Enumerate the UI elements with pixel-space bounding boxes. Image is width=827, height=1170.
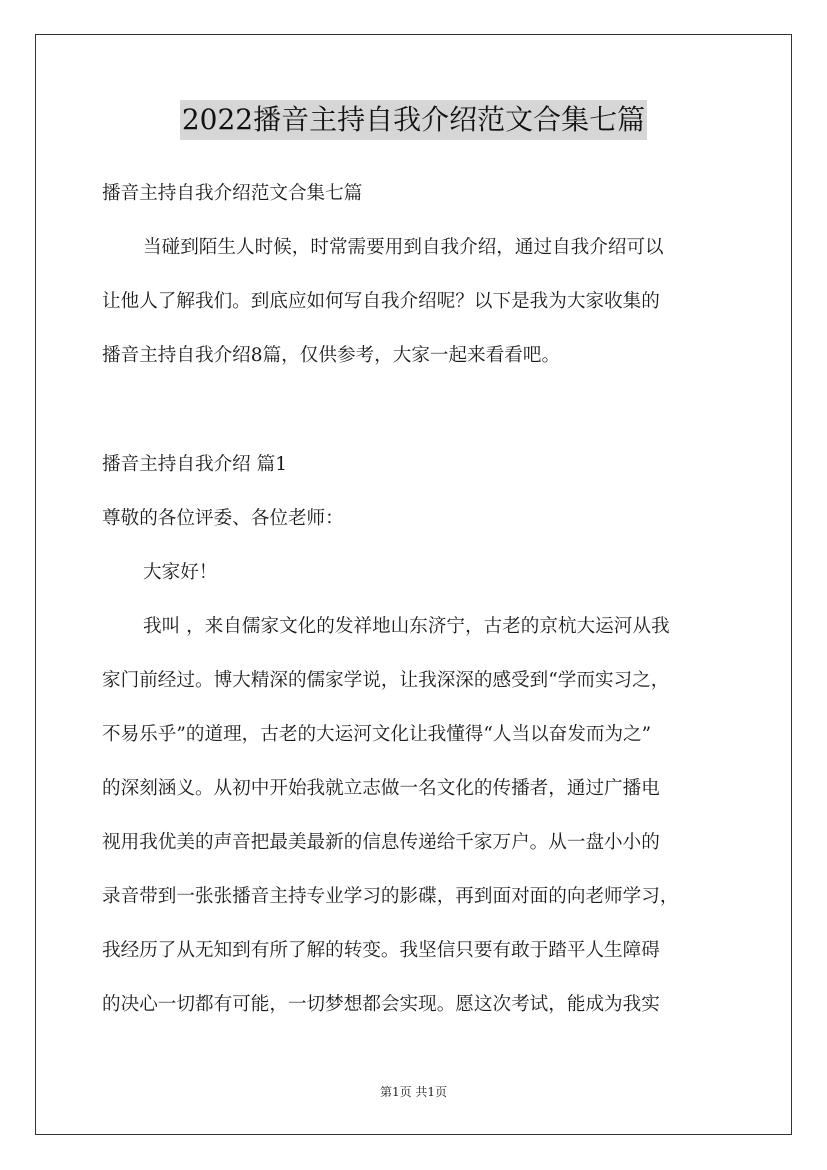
body-paragraph-line: 的深刻涵义。从初中开始我就立志做一名文化的传播者，通过广播电: [102, 778, 660, 799]
body-paragraph-line: 视用我优美的声音把最美最新的信息传递给千家万户。从一盘小小的: [102, 832, 660, 853]
page-footer: 第1页 共1页: [379, 1085, 448, 1099]
intro-paragraph-line: 让他人了解我们。到底应如何写自我介绍呢？以下是我为大家收集的: [102, 291, 660, 312]
section-heading: 播音主持自我介绍 篇1: [102, 454, 288, 475]
intro-paragraph-line: 播音主持自我介绍8篇，仅供参考，大家一起来看看吧。: [102, 345, 561, 366]
intro-paragraph-line: 当碰到陌生人时候，时常需要用到自我介绍，通过自我介绍可以: [143, 237, 664, 258]
document-title: 2022播音主持自我介绍范文合集七篇: [180, 100, 647, 140]
body-paragraph-line: 不易乐乎”的道理，古老的大运河文化让我懂得“人当以奋发而为之”: [102, 724, 652, 745]
greeting-line: 大家好！: [143, 562, 218, 583]
title-container: [0, 100, 827, 140]
body-paragraph-line: 录音带到一张张播音主持专业学习的影碟，再到面对面的向老师学习，: [102, 886, 679, 907]
body-paragraph-line: 我经历了从无知到有所了解的转变。我坚信只要有敢于踏平人生障碍: [102, 940, 660, 961]
subtitle-line: 播音主持自我介绍范文合集七篇: [102, 183, 363, 204]
body-paragraph-line: 我叫 ，来自儒家文化的发祥地山东济宁，古老的京杭大运河从我: [143, 616, 670, 637]
body-paragraph-line: 的决心一切都有可能，一切梦想都会实现。愿这次考试，能成为我实: [102, 994, 660, 1015]
body-paragraph-line: 家门前经过。博大精深的儒家学说，让我深深的感受到“学而实习之，: [102, 670, 670, 691]
salutation-line: 尊敬的各位评委、各位老师：: [102, 508, 344, 529]
